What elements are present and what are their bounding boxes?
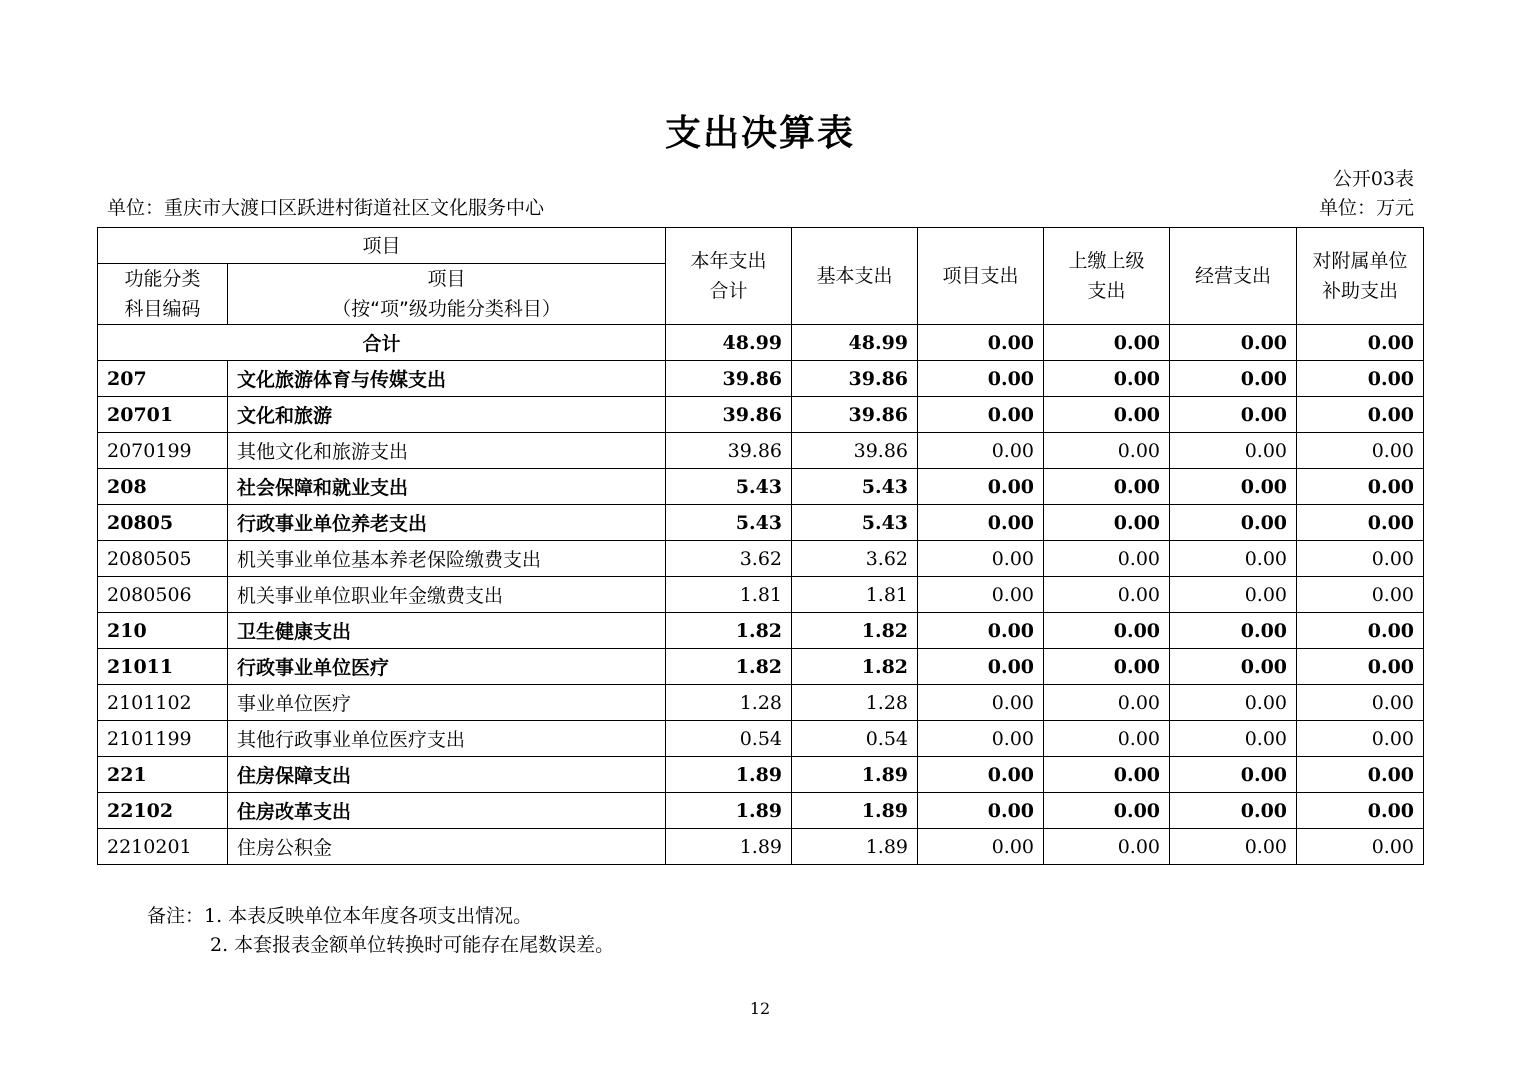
row-upper: 0.00	[1044, 361, 1170, 397]
table-row	[98, 397, 1424, 433]
row-business: 0.00	[1170, 541, 1297, 577]
row-name: 住房公积金	[228, 829, 666, 865]
row-upper: 0.00	[1044, 541, 1170, 577]
row-upper: 0.00	[1044, 829, 1170, 865]
row-project: 0.00	[918, 793, 1044, 829]
table-row	[98, 721, 1424, 757]
row-basic: 39.86	[792, 397, 918, 433]
table-row	[98, 757, 1424, 793]
row-basic: 5.43	[792, 469, 918, 505]
row-code: 2210201	[98, 829, 228, 865]
row-project: 0.00	[918, 721, 1044, 757]
row-total: 1.81	[666, 577, 792, 613]
row-code: 2080506	[98, 577, 228, 613]
header-basic: 基本支出	[792, 228, 918, 325]
row-project: 0.00	[918, 505, 1044, 541]
expenditure-table	[97, 227, 1424, 865]
row-total: 1.89	[666, 793, 792, 829]
row-upper: 0.00	[1044, 397, 1170, 433]
row-basic: 39.86	[792, 361, 918, 397]
row-name: 机关事业单位职业年金缴费支出	[228, 577, 666, 613]
row-subsidy: 0.00	[1297, 757, 1424, 793]
total-upper: 0.00	[1044, 325, 1170, 361]
row-business: 0.00	[1170, 433, 1297, 469]
row-basic: 1.89	[792, 829, 918, 865]
row-business: 0.00	[1170, 757, 1297, 793]
row-total: 1.28	[666, 685, 792, 721]
row-total: 0.54	[666, 721, 792, 757]
row-subsidy: 0.00	[1297, 469, 1424, 505]
row-total: 5.43	[666, 505, 792, 541]
row-total: 1.89	[666, 757, 792, 793]
total-row	[98, 325, 1424, 361]
row-code: 20805	[98, 505, 228, 541]
row-business: 0.00	[1170, 613, 1297, 649]
row-business: 0.00	[1170, 397, 1297, 433]
table-row	[98, 361, 1424, 397]
row-subsidy: 0.00	[1297, 397, 1424, 433]
row-project: 0.00	[918, 577, 1044, 613]
row-business: 0.00	[1170, 685, 1297, 721]
table-row	[98, 469, 1424, 505]
row-name: 文化旅游体育与传媒支出	[228, 361, 666, 397]
row-basic: 1.81	[792, 577, 918, 613]
row-project: 0.00	[918, 397, 1044, 433]
row-project: 0.00	[918, 469, 1044, 505]
row-subsidy: 0.00	[1297, 793, 1424, 829]
unit-organization: 单位：重庆市大渡口区跃进村街道社区文化服务中心	[107, 197, 545, 219]
total-subsidy: 0.00	[1297, 325, 1424, 361]
table-row	[98, 613, 1424, 649]
row-project: 0.00	[918, 433, 1044, 469]
row-project: 0.00	[918, 541, 1044, 577]
row-name: 行政事业单位养老支出	[228, 505, 666, 541]
row-upper: 0.00	[1044, 433, 1170, 469]
table-row	[98, 793, 1424, 829]
header-code: 功能分类 科目编码	[98, 264, 228, 325]
total-project: 0.00	[918, 325, 1044, 361]
row-business: 0.00	[1170, 793, 1297, 829]
total-basic: 48.99	[792, 325, 918, 361]
table-row	[98, 505, 1424, 541]
row-basic: 5.43	[792, 505, 918, 541]
row-code: 20701	[98, 397, 228, 433]
total-label: 合计	[98, 325, 666, 361]
row-basic: 0.54	[792, 721, 918, 757]
row-code: 2080505	[98, 541, 228, 577]
row-name: 其他文化和旅游支出	[228, 433, 666, 469]
row-code: 2101102	[98, 685, 228, 721]
row-subsidy: 0.00	[1297, 721, 1424, 757]
header-project: 项目	[98, 228, 666, 264]
header-subsidy: 对附属单位 补助支出	[1297, 228, 1424, 325]
row-total: 5.43	[666, 469, 792, 505]
row-subsidy: 0.00	[1297, 685, 1424, 721]
row-upper: 0.00	[1044, 505, 1170, 541]
row-upper: 0.00	[1044, 577, 1170, 613]
row-name: 社会保障和就业支出	[228, 469, 666, 505]
row-upper: 0.00	[1044, 757, 1170, 793]
row-basic: 1.82	[792, 649, 918, 685]
table-row	[98, 433, 1424, 469]
row-business: 0.00	[1170, 721, 1297, 757]
row-business: 0.00	[1170, 649, 1297, 685]
row-name: 文化和旅游	[228, 397, 666, 433]
row-upper: 0.00	[1044, 793, 1170, 829]
note-line-1: 备注：1. 本表反映单位本年度各项支出情况。	[147, 905, 533, 927]
row-subsidy: 0.00	[1297, 577, 1424, 613]
row-basic: 1.89	[792, 793, 918, 829]
row-subsidy: 0.00	[1297, 829, 1424, 865]
row-subsidy: 0.00	[1297, 613, 1424, 649]
row-basic: 3.62	[792, 541, 918, 577]
row-subsidy: 0.00	[1297, 649, 1424, 685]
row-business: 0.00	[1170, 505, 1297, 541]
row-total: 1.82	[666, 649, 792, 685]
notes	[147, 902, 614, 960]
row-total: 1.82	[666, 613, 792, 649]
row-name: 住房保障支出	[228, 757, 666, 793]
table-id: 公开03表	[1332, 168, 1414, 190]
header-business: 经营支出	[1170, 228, 1297, 325]
row-project: 0.00	[918, 757, 1044, 793]
row-name: 其他行政事业单位医疗支出	[228, 721, 666, 757]
row-subsidy: 0.00	[1297, 505, 1424, 541]
row-code: 207	[98, 361, 228, 397]
row-code: 2070199	[98, 433, 228, 469]
row-business: 0.00	[1170, 469, 1297, 505]
row-code: 22102	[98, 793, 228, 829]
row-upper: 0.00	[1044, 649, 1170, 685]
row-total: 3.62	[666, 541, 792, 577]
row-upper: 0.00	[1044, 721, 1170, 757]
header-total: 本年支出 合计	[666, 228, 792, 325]
table-row	[98, 829, 1424, 865]
row-upper: 0.00	[1044, 469, 1170, 505]
row-project: 0.00	[918, 829, 1044, 865]
row-total: 1.89	[666, 829, 792, 865]
row-code: 2101199	[98, 721, 228, 757]
row-upper: 0.00	[1044, 685, 1170, 721]
row-basic: 1.28	[792, 685, 918, 721]
row-name: 机关事业单位基本养老保险缴费支出	[228, 541, 666, 577]
header-name: 项目 （按“项”级功能分类科目）	[228, 264, 666, 325]
row-name: 住房改革支出	[228, 793, 666, 829]
row-business: 0.00	[1170, 361, 1297, 397]
row-subsidy: 0.00	[1297, 433, 1424, 469]
total-total: 48.99	[666, 325, 792, 361]
table-row	[98, 577, 1424, 613]
row-total: 39.86	[666, 361, 792, 397]
row-code: 221	[98, 757, 228, 793]
row-name: 卫生健康支出	[228, 613, 666, 649]
row-project: 0.00	[918, 361, 1044, 397]
note-line-2: 2. 本套报表金额单位转换时可能存在尾数误差。	[210, 934, 615, 956]
row-total: 39.86	[666, 397, 792, 433]
header-project-expense: 项目支出	[918, 228, 1044, 325]
row-upper: 0.00	[1044, 613, 1170, 649]
table-row	[98, 685, 1424, 721]
row-total: 39.86	[666, 433, 792, 469]
row-business: 0.00	[1170, 829, 1297, 865]
unit-currency: 单位：万元	[1318, 197, 1414, 219]
row-project: 0.00	[918, 649, 1044, 685]
row-basic: 1.89	[792, 757, 918, 793]
row-business: 0.00	[1170, 577, 1297, 613]
row-name: 行政事业单位医疗	[228, 649, 666, 685]
page-title: 支出决算表	[664, 113, 855, 154]
table-row	[98, 649, 1424, 685]
page-number: 12	[749, 999, 771, 1018]
row-project: 0.00	[918, 613, 1044, 649]
row-basic: 39.86	[792, 433, 918, 469]
row-project: 0.00	[918, 685, 1044, 721]
row-subsidy: 0.00	[1297, 361, 1424, 397]
table-row	[98, 541, 1424, 577]
row-code: 21011	[98, 649, 228, 685]
row-subsidy: 0.00	[1297, 541, 1424, 577]
row-name: 事业单位医疗	[228, 685, 666, 721]
header-upper: 上缴上级 支出	[1044, 228, 1170, 325]
row-code: 210	[98, 613, 228, 649]
row-code: 208	[98, 469, 228, 505]
total-business: 0.00	[1170, 325, 1297, 361]
row-basic: 1.82	[792, 613, 918, 649]
